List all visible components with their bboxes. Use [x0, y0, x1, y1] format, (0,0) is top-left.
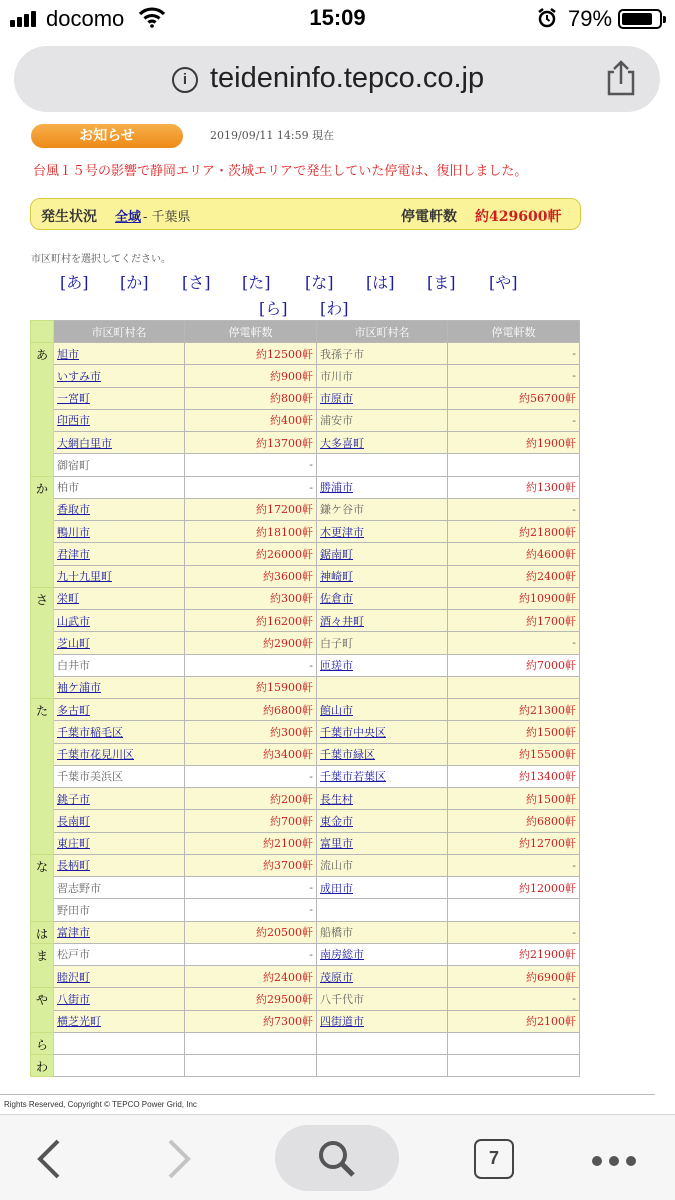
city-name[interactable]: いすみ市 [54, 365, 185, 387]
outage-count: 約700軒 [185, 810, 317, 832]
outage-count: - [185, 454, 317, 476]
city-name: 野田市 [54, 899, 185, 921]
kana-group-label: た [31, 699, 54, 855]
header-outage-count-1: 停電軒数 [185, 321, 317, 343]
outage-count [448, 1032, 580, 1054]
city-name: 浦安市 [317, 409, 448, 431]
kana-link-2[interactable]: [さ] [182, 273, 211, 292]
city-name[interactable]: 木更津市 [317, 521, 448, 543]
outage-count: 約2900軒 [185, 632, 317, 654]
table-row [31, 854, 580, 876]
outage-count [185, 1055, 317, 1077]
city-name: 松戸市 [54, 943, 185, 965]
header-city-name-1: 市区町村名 [54, 321, 185, 343]
city-name[interactable]: 鴨川市 [54, 521, 185, 543]
city-name[interactable]: 成田市 [317, 877, 448, 899]
table-row [31, 788, 580, 810]
table-row [31, 921, 580, 943]
kana-group-label: ま [31, 943, 54, 988]
outage-count: 約3600軒 [185, 565, 317, 587]
outage-count: 約10900軒 [448, 587, 580, 609]
all-area-link[interactable]: 全域 [115, 210, 142, 225]
city-name: 船橋市 [317, 921, 448, 943]
city-name[interactable]: 南房総市 [317, 943, 448, 965]
outage-count: 約26000軒 [185, 543, 317, 565]
outage-count: - [185, 654, 317, 676]
table-row [31, 365, 580, 387]
city-name[interactable]: 九十九里町 [54, 565, 185, 587]
table-row [31, 610, 580, 632]
city-name[interactable]: 茂原市 [317, 966, 448, 988]
outage-count: 約2400軒 [448, 565, 580, 587]
kana-group-label: あ [31, 343, 54, 477]
table-row [31, 587, 580, 609]
table-row [31, 632, 580, 654]
status-summary-box [30, 198, 581, 230]
city-name[interactable]: 横芝光町 [54, 1010, 185, 1032]
url-text[interactable]: teideninfo.tepco.co.jp [210, 62, 485, 94]
city-name[interactable]: 佐倉市 [317, 587, 448, 609]
outage-count: 約900軒 [185, 365, 317, 387]
kana-link-3[interactable]: [た] [242, 273, 271, 292]
city-name[interactable]: 旭市 [54, 343, 185, 365]
city-name[interactable]: 酒々井町 [317, 610, 448, 632]
outage-count: - [448, 365, 580, 387]
outage-count: 約2100軒 [448, 1010, 580, 1032]
city-name[interactable]: 芝山町 [54, 632, 185, 654]
city-name[interactable]: 長生村 [317, 788, 448, 810]
city-name [317, 454, 448, 476]
city-name[interactable]: 勝浦市 [317, 476, 448, 498]
city-name[interactable]: 市原市 [317, 387, 448, 409]
outage-count: - [448, 343, 580, 365]
outage-count: 約7300軒 [185, 1010, 317, 1032]
table-row [31, 943, 580, 965]
copyright: Rights Reserved, Copyright © TEPCO Power Grid, Inc [4, 1100, 197, 1109]
header-outage-count-2: 停電軒数 [448, 321, 580, 343]
table-row [31, 966, 580, 988]
outage-count [448, 676, 580, 698]
table-row [31, 810, 580, 832]
kana-group-label: ら [31, 1032, 54, 1054]
city-name: 我孫子市 [317, 343, 448, 365]
alarm-icon [537, 7, 557, 29]
outage-count: 約7000軒 [448, 654, 580, 676]
search-icon [316, 1139, 358, 1179]
city-name [317, 676, 448, 698]
table-row [31, 721, 580, 743]
outage-count: 約21900軒 [448, 943, 580, 965]
outage-count: - [448, 921, 580, 943]
outage-count: - [185, 476, 317, 498]
outage-count [448, 454, 580, 476]
kana-link-9[interactable]: [わ] [320, 299, 349, 318]
city-name [54, 1055, 185, 1077]
outage-count: 約12000軒 [448, 877, 580, 899]
status-label: 発生状況 [41, 209, 97, 225]
outage-count: 約2100軒 [185, 832, 317, 854]
page-content [0, 120, 675, 1110]
outage-count [185, 1032, 317, 1054]
outage-count [448, 899, 580, 921]
city-name[interactable]: 長柄町 [54, 854, 185, 876]
kana-group-label: や [31, 988, 54, 1033]
city-name[interactable]: 銚子市 [54, 788, 185, 810]
table-row [31, 1032, 580, 1054]
outage-count: 約400軒 [185, 409, 317, 431]
outage-count: 約29500軒 [185, 988, 317, 1010]
table-row [31, 1010, 580, 1032]
outage-count: - [185, 899, 317, 921]
city-name[interactable]: 一宮町 [54, 387, 185, 409]
city-name[interactable]: 大網白里市 [54, 432, 185, 454]
kana-link-7[interactable]: [や] [489, 273, 518, 292]
outage-count: 約1500軒 [448, 788, 580, 810]
city-name[interactable]: 神崎町 [317, 565, 448, 587]
outage-count: 約16200軒 [185, 610, 317, 632]
outage-count: 約20500軒 [185, 921, 317, 943]
table-row [31, 409, 580, 431]
info-icon[interactable]: i [172, 67, 198, 93]
outage-table [30, 320, 580, 1077]
city-name[interactable]: 東庄町 [54, 832, 185, 854]
header-city-name-2: 市区町村名 [317, 321, 448, 343]
city-name[interactable]: 館山市 [317, 699, 448, 721]
back-arrow-icon[interactable] [36, 1139, 62, 1179]
city-name[interactable]: 千葉市稲毛区 [54, 721, 185, 743]
outage-count: 約300軒 [185, 587, 317, 609]
kana-group-label: わ [31, 1055, 54, 1077]
table-row [31, 743, 580, 765]
clock: 15:09 [309, 5, 366, 30]
kana-link-8[interactable]: [ら] [259, 299, 288, 318]
outage-count: 約1300軒 [448, 476, 580, 498]
table-row [31, 899, 580, 921]
outage-count: 約15900軒 [185, 676, 317, 698]
city-name: 市川市 [317, 365, 448, 387]
city-name[interactable]: 大多喜町 [317, 432, 448, 454]
kana-group-label: さ [31, 587, 54, 698]
city-name[interactable]: 東金市 [317, 810, 448, 832]
table-row [31, 1055, 580, 1077]
city-name: 御宿町 [54, 454, 185, 476]
outage-count-value: 約429600軒 [475, 209, 562, 225]
city-name[interactable]: 鋸南町 [317, 543, 448, 565]
kana-link-6[interactable]: [ま] [427, 273, 456, 292]
kana-group-label: は [31, 921, 54, 943]
kana-group-label: な [31, 854, 54, 921]
city-name: 白子町 [317, 632, 448, 654]
outage-count: 約6900軒 [448, 966, 580, 988]
kana-group-label: か [31, 476, 54, 587]
city-name[interactable]: 多古町 [54, 699, 185, 721]
outage-count: 約6800軒 [185, 699, 317, 721]
outage-count-label: 停電軒数 [401, 209, 457, 225]
outage-count: 約2400軒 [185, 966, 317, 988]
table-row [31, 654, 580, 676]
city-name[interactable]: 君津市 [54, 543, 185, 565]
outage-count [448, 1055, 580, 1077]
city-name[interactable]: 千葉市緑区 [317, 743, 448, 765]
city-name[interactable]: 四街道市 [317, 1010, 448, 1032]
prefecture-name: - 千葉県 [143, 210, 191, 225]
notice-badge: お知らせ [31, 124, 183, 148]
search-button[interactable] [275, 1125, 399, 1191]
city-name[interactable]: 袖ケ浦市 [54, 676, 185, 698]
city-name[interactable]: 千葉市中央区 [317, 721, 448, 743]
city-name[interactable]: 富津市 [54, 921, 185, 943]
outage-count: 約200軒 [185, 788, 317, 810]
table-row [31, 521, 580, 543]
outage-count: - [448, 854, 580, 876]
status-bar [0, 0, 675, 38]
city-name[interactable]: 印西市 [54, 409, 185, 431]
kana-link-5[interactable]: [は] [366, 273, 395, 292]
city-name: 鎌ケ谷市 [317, 498, 448, 520]
footer-divider [0, 1094, 655, 1095]
outage-count: - [185, 877, 317, 899]
kana-link-1[interactable]: [か] [120, 273, 149, 292]
table-row [31, 498, 580, 520]
outage-count: - [448, 409, 580, 431]
outage-count: - [448, 988, 580, 1010]
city-name: 八千代市 [317, 988, 448, 1010]
city-name: 柏市 [54, 476, 185, 498]
outage-count: 約18100軒 [185, 521, 317, 543]
city-name[interactable]: 山武市 [54, 610, 185, 632]
city-name[interactable]: 匝瑳市 [317, 654, 448, 676]
city-name: 習志野市 [54, 877, 185, 899]
city-name: 千葉市美浜区 [54, 765, 185, 787]
outage-count: 約800軒 [185, 387, 317, 409]
city-name[interactable]: 千葉市若葉区 [317, 765, 448, 787]
browser-toolbar [0, 1114, 675, 1200]
outage-count: 約21300軒 [448, 699, 580, 721]
kana-link-4[interactable]: [な] [305, 273, 334, 292]
outage-count: 約17200軒 [185, 498, 317, 520]
table-row [31, 699, 580, 721]
outage-count: 約15500軒 [448, 743, 580, 765]
city-name[interactable]: 千葉市花見川区 [54, 743, 185, 765]
city-name[interactable]: 富里市 [317, 832, 448, 854]
table-row [31, 543, 580, 565]
table-row [31, 765, 580, 787]
alert-message: 台風１５号の影響で静岡エリア・茨城エリアで発生していた停電は、復旧しました。 [33, 164, 528, 179]
outage-count: 約1900軒 [448, 432, 580, 454]
table-row [31, 343, 580, 365]
table-row [31, 454, 580, 476]
city-name [317, 1055, 448, 1077]
outage-count: 約1500軒 [448, 721, 580, 743]
carrier-name: docomo [46, 6, 125, 31]
outage-count: 約4600軒 [448, 543, 580, 565]
battery-percent: 79% [568, 6, 613, 31]
city-name[interactable]: 睦沢町 [54, 966, 185, 988]
outage-count: 約21800軒 [448, 521, 580, 543]
outage-count: 約1700軒 [448, 610, 580, 632]
city-name[interactable]: 八街市 [54, 988, 185, 1010]
city-name[interactable]: 栄町 [54, 587, 185, 609]
outage-count: - [448, 632, 580, 654]
outage-count: 約13400軒 [448, 765, 580, 787]
outage-count: 約13700軒 [185, 432, 317, 454]
city-name [54, 1032, 185, 1054]
outage-count: 約300軒 [185, 721, 317, 743]
select-prompt: 市区町村を選択してください。 [31, 254, 171, 265]
city-name: 流山市 [317, 854, 448, 876]
share-icon[interactable] [603, 58, 639, 98]
outage-count: 約12500軒 [185, 343, 317, 365]
outage-count: - [448, 498, 580, 520]
update-datetime: 2019/09/11 14:59 現在 [210, 129, 335, 142]
forward-arrow-icon[interactable] [166, 1139, 192, 1179]
table-row [31, 988, 580, 1010]
city-name [317, 1032, 448, 1054]
city-name: 白井市 [54, 654, 185, 676]
city-name [317, 899, 448, 921]
tab-count-button[interactable]: 7 [474, 1139, 514, 1179]
outage-count: - [185, 943, 317, 965]
table-corner [31, 321, 54, 343]
kana-link-0[interactable]: [あ] [60, 273, 89, 292]
table-row [31, 476, 580, 498]
table-row [31, 432, 580, 454]
table-row [31, 565, 580, 587]
battery-icon [618, 9, 662, 29]
city-name[interactable]: 長南町 [54, 810, 185, 832]
outage-count: 約3700軒 [185, 854, 317, 876]
table-row [31, 832, 580, 854]
outage-count: 約6800軒 [448, 810, 580, 832]
outage-count: 約12700軒 [448, 832, 580, 854]
table-row [31, 676, 580, 698]
city-name[interactable]: 香取市 [54, 498, 185, 520]
outage-count: - [185, 765, 317, 787]
table-row [31, 387, 580, 409]
outage-count: 約3400軒 [185, 743, 317, 765]
outage-count: 約56700軒 [448, 387, 580, 409]
table-row [31, 877, 580, 899]
